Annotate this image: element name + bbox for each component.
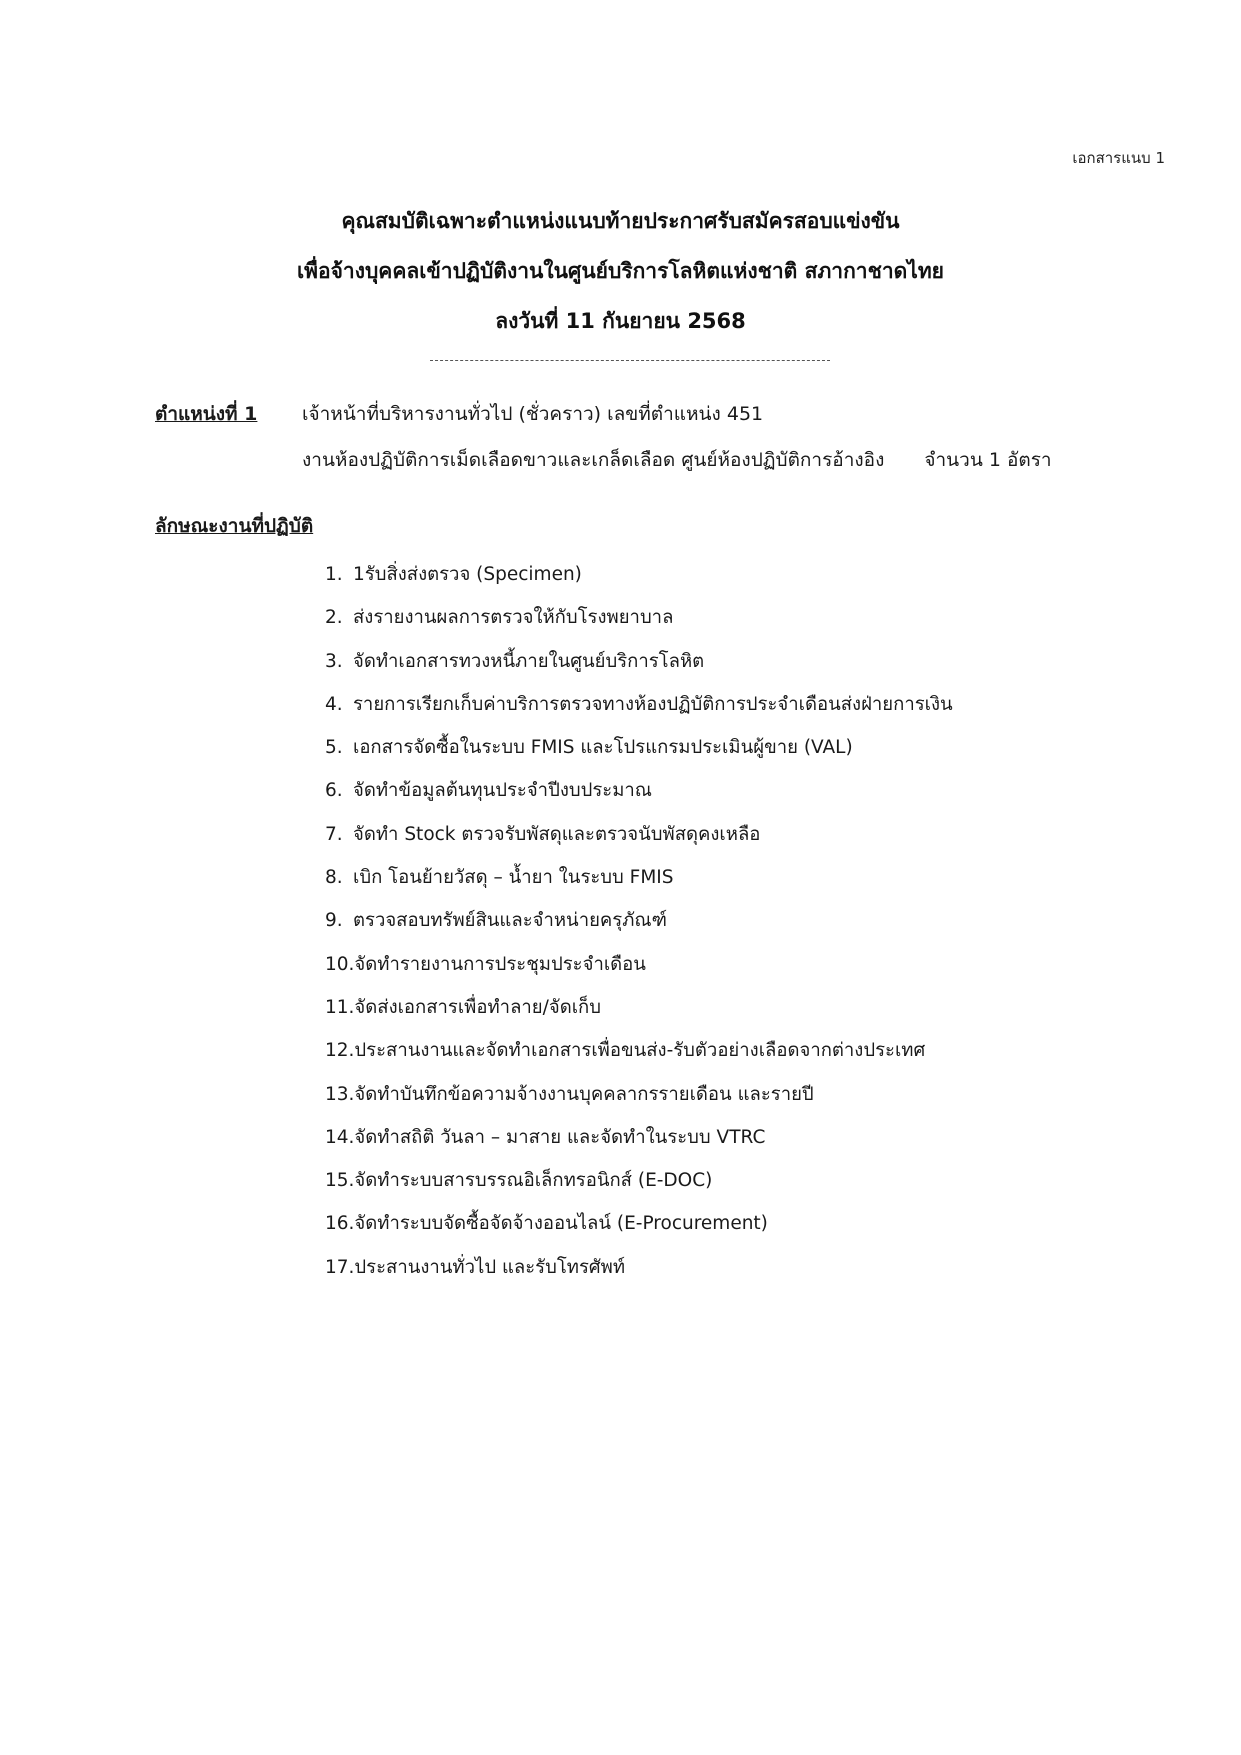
position-row (155, 402, 763, 426)
duty-item (325, 953, 953, 996)
duty-item (325, 823, 953, 866)
title-line-2: เพื่อจ้างบุคคลเข้าปฏิบัติงานในศูนย์บริการโลหิตแห่งชาติ สภากาชาดไทย (296, 259, 944, 283)
duty-text: จัดทำบันทึกข้อความจ้างงานบุคคลากรรายเดือน และรายปี (354, 1083, 814, 1105)
duty-list (325, 563, 953, 1299)
duty-item (325, 1169, 953, 1212)
duty-item (325, 736, 953, 779)
duty-number: 5. (325, 737, 343, 759)
position-title: เจ้าหน้าที่บริหารงานทั่วไป (ชั่วคราว) เลขที่ตำแหน่ง 451 (302, 403, 764, 425)
duty-number: 10. (325, 953, 355, 975)
duty-item (325, 1039, 953, 1082)
position-count: จำนวน 1 อัตรา (924, 449, 1052, 471)
duty-text: 1รับสิ่งส่งตรวจ (Specimen) (353, 564, 582, 585)
duty-number: 8. (325, 867, 343, 889)
duty-number: 14. (325, 1126, 355, 1148)
document-titles (0, 208, 1241, 358)
duty-text: ตรวจสอบทรัพย์สินและจำหน่ายครุภัณฑ์ (353, 910, 667, 932)
duty-number: 17. (325, 1256, 355, 1278)
duty-text: จัดทำระบบสารบรรณอิเล็กทรอนิกส์ (E-DOC) (354, 1170, 713, 1192)
duty-item (325, 563, 953, 606)
duty-item (325, 909, 953, 952)
duty-text: ประสานงานทั่วไป และรับโทรศัพท์ (354, 1256, 626, 1278)
duty-number: 9. (325, 910, 343, 932)
duty-number: 12. (325, 1040, 355, 1062)
position-unit-row (302, 448, 1052, 472)
duty-item (325, 1126, 953, 1169)
separator-dashed (430, 360, 830, 361)
title-line-1: คุณสมบัติเฉพาะตำแหน่งแนบท้ายประกาศรับสมัครสอบแข่งขัน (341, 209, 900, 233)
duty-text: เบิก โอนย้ายวัสดุ – น้ำยา ในระบบ FMIS (353, 867, 674, 889)
duty-text: เอกสารจัดซื้อในระบบ FMIS และโปรแกรมประเมินผู้ขาย (VAL) (353, 737, 853, 759)
duties-heading: ลักษณะงานที่ปฏิบัติ (155, 515, 314, 537)
duty-number: 7. (325, 823, 343, 845)
duty-text: ประสานงานและจัดทำเอกสารเพื่อขนส่ง-รับตัวอย่างเลือดจากต่างประเทศ (354, 1040, 926, 1062)
duty-item (325, 1256, 953, 1299)
duty-number: 4. (325, 693, 343, 715)
duty-text: จัดทำเอกสารทวงหนี้ภายในศูนย์บริการโลหิต (353, 650, 705, 672)
annex-label: เอกสารแนบ 1 (1072, 149, 1165, 167)
duty-number: 16. (325, 1213, 355, 1235)
duty-item (325, 693, 953, 736)
duty-number: 2. (325, 607, 343, 629)
duty-text: จัดส่งเอกสารเพื่อทำลาย/จัดเก็บ (354, 996, 601, 1018)
duty-number: 15. (325, 1170, 355, 1192)
duty-item (325, 1212, 953, 1255)
duty-text: จัดทำ Stock ตรวจรับพัสดุและตรวจนับพัสดุคงเหลือ (353, 823, 761, 845)
duty-number: 1. (325, 564, 343, 585)
title-date: ลงวันที่ 11 กันยายน 2568 (495, 309, 746, 333)
duty-number: 6. (325, 780, 343, 802)
position-unit: งานห้องปฏิบัติการเม็ดเลือดขาวและเกล็ดเลือด ศูนย์ห้องปฏิบัติการอ้างอิง (302, 449, 885, 471)
duty-item (325, 866, 953, 909)
position-label: ตำแหน่งที่ 1 (155, 403, 258, 425)
duty-item (325, 606, 953, 649)
duty-item (325, 1083, 953, 1126)
duty-item (325, 996, 953, 1039)
duty-text: จัดทำสถิติ วันลา – มาสาย และจัดทำในระบบ VTRC (354, 1126, 766, 1148)
duty-text: จัดทำระบบจัดซื้อจัดจ้างออนไลน์ (E-Procurement) (354, 1213, 768, 1235)
duty-text: จัดทำข้อมูลต้นทุนประจำปีงบประมาณ (353, 780, 652, 802)
duty-number: 3. (325, 650, 343, 672)
duty-number: 13. (325, 1083, 355, 1105)
duty-text: รายการเรียกเก็บค่าบริการตรวจทางห้องปฏิบัติการประจำเดือนส่งฝ่ายการเงิน (353, 693, 953, 715)
duty-item (325, 650, 953, 693)
duty-text: ส่งรายงานผลการตรวจให้กับโรงพยาบาล (353, 607, 674, 629)
duty-text: จัดทำรายงานการประชุมประจำเดือน (354, 953, 646, 975)
duty-item (325, 779, 953, 822)
duty-number: 11. (325, 996, 355, 1018)
